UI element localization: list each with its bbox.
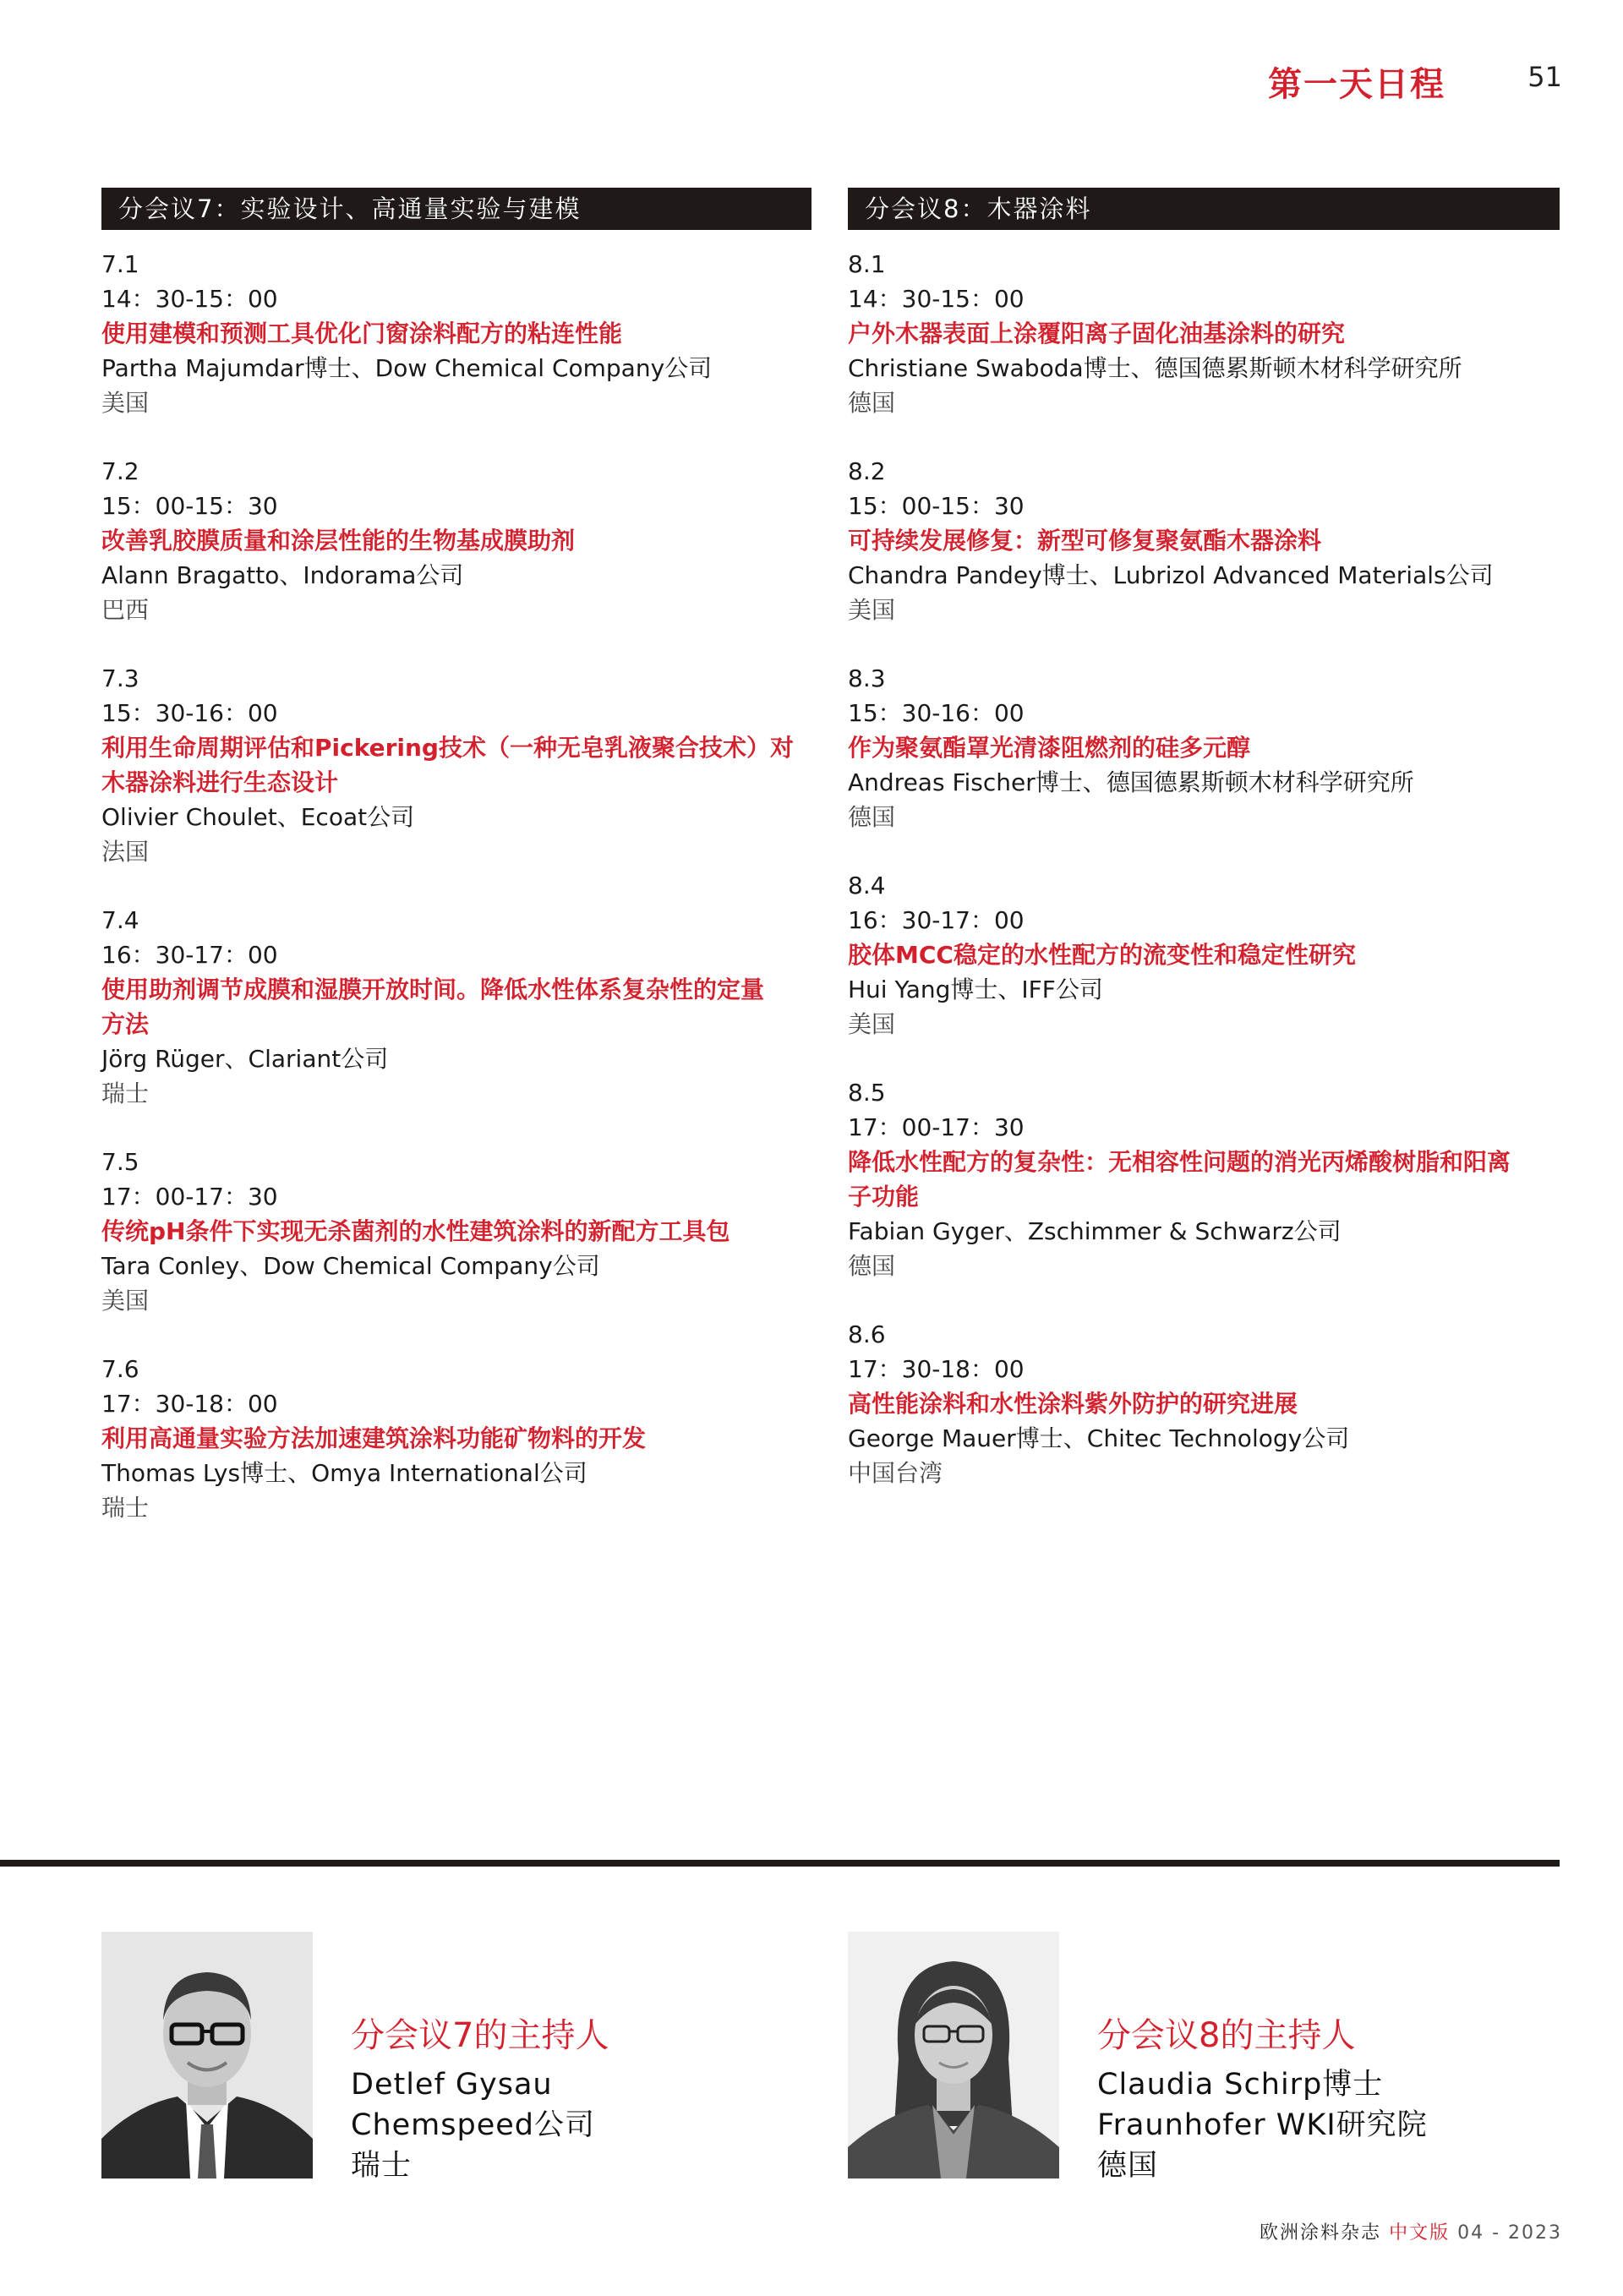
talk-title: 使用建模和预测工具优化门窗涂料配方的粘连性能 [101, 320, 623, 347]
talk-title: 胶体MCC稳定的水性配方的流变性和稳定性研究 [848, 941, 1356, 969]
talk-8-4 [848, 868, 1560, 1041]
talk-7-4 [101, 903, 812, 1111]
talk-country: 瑞士 [101, 1080, 150, 1107]
talk-time: 17：30-18：00 [848, 1355, 1025, 1383]
talk-title-line-2: 方法 [101, 1010, 150, 1038]
moderator-country: 瑞士 [351, 2149, 413, 2183]
moderator-8-photo [848, 1932, 1059, 2178]
talk-speaker: Jörg Rüger、Clariant公司 [101, 1045, 389, 1073]
session-7-column [101, 188, 812, 1559]
page-title: 第一天日程 [1268, 65, 1445, 104]
talk-7-1 [101, 247, 812, 420]
moderator-heading: 分会议7的主持人 [351, 2016, 609, 2055]
talk-country: 美国 [848, 1010, 896, 1038]
talk-country: 美国 [101, 1287, 150, 1315]
magazine-name: 欧洲涂料杂志 [1260, 2222, 1382, 2244]
talk-time: 16：30-17：00 [848, 906, 1025, 934]
talk-8-5 [848, 1075, 1560, 1283]
talk-number: 8.2 [848, 457, 886, 485]
session-8-column [848, 188, 1560, 1524]
talk-time: 15：30-16：00 [101, 699, 278, 727]
talk-title-line-1: 使用助剂调节成膜和湿膜开放时间。降低水性体系复杂性的定量 [101, 976, 765, 1003]
talk-number: 7.1 [101, 250, 139, 278]
talk-title: 可持续发展修复：新型可修复聚氨酯木器涂料 [848, 527, 1322, 555]
talk-number: 7.4 [101, 906, 139, 934]
talk-number: 8.5 [848, 1079, 886, 1107]
session-7-bar: 分会议7：实验设计、高通量实验与建模 [101, 188, 812, 230]
section-divider [0, 1860, 1560, 1867]
moderator-company: Chemspeed公司 [351, 2108, 595, 2142]
talk-country: 美国 [101, 389, 150, 417]
talk-speaker: Christiane Swaboda博士、德国德累斯顿木材科学研究所 [848, 354, 1462, 382]
talk-time: 14：30-15：00 [848, 285, 1025, 313]
talk-country: 德国 [848, 1252, 896, 1280]
talk-number: 7.2 [101, 457, 139, 485]
talk-time: 17：00-17：30 [101, 1183, 278, 1211]
talk-country: 巴西 [101, 596, 150, 624]
talk-time: 14：30-15：00 [101, 285, 278, 313]
talk-speaker: Chandra Pandey博士、Lubrizol Advanced Materials公司 [848, 561, 1494, 589]
talk-7-5 [101, 1145, 812, 1318]
talk-country: 瑞士 [101, 1494, 150, 1522]
session-8-bar: 分会议8：木器涂料 [848, 188, 1560, 230]
talk-8-6 [848, 1317, 1560, 1490]
talk-7-3 [101, 661, 812, 869]
moderator-country: 德国 [1097, 2149, 1159, 2183]
issue-number: 04 - 2023 [1457, 2222, 1562, 2244]
session-7-talks [101, 247, 812, 1525]
talk-speaker: Hui Yang博士、IFF公司 [848, 976, 1103, 1003]
talk-time: 16：30-17：00 [101, 941, 278, 969]
talk-time: 15：00-15：30 [101, 492, 278, 520]
moderator-heading: 分会议8的主持人 [1097, 2016, 1356, 2055]
talk-speaker: Partha Majumdar博士、Dow Chemical Company公司 [101, 354, 713, 382]
talk-country: 德国 [848, 389, 896, 417]
talk-time: 17：30-18：00 [101, 1390, 278, 1418]
talk-speaker: Thomas Lys博士、Omya International公司 [101, 1459, 587, 1487]
talk-speaker: George Mauer博士、Chitec Technology公司 [848, 1424, 1350, 1452]
talk-number: 7.3 [101, 664, 139, 692]
talk-time: 15：30-16：00 [848, 699, 1025, 727]
talk-title: 户外木器表面上涂覆阳离子固化油基涂料的研究 [848, 320, 1346, 347]
talk-8-3 [848, 661, 1560, 834]
talk-speaker: Tara Conley、Dow Chemical Company公司 [101, 1252, 600, 1280]
talk-number: 8.3 [848, 664, 886, 692]
woman-portrait-icon [848, 1932, 1059, 2178]
talk-title: 高性能涂料和水性涂料紫外防护的研究进展 [848, 1390, 1298, 1418]
edition-label: 中文版 [1389, 2222, 1451, 2244]
talk-7-6 [101, 1352, 812, 1525]
moderator-name: Detlef Gysau [351, 2068, 553, 2102]
moderator-7-info [351, 2012, 824, 2186]
talk-title-line-2: 木器涂料进行生态设计 [101, 768, 339, 796]
talk-8-2 [848, 454, 1560, 627]
moderator-7-photo [101, 1932, 313, 2178]
talk-title-line-2: 子功能 [848, 1183, 920, 1211]
footer-brand [1260, 2218, 1562, 2244]
moderator-name: Claudia Schirp博士 [1097, 2068, 1384, 2102]
talk-country: 德国 [848, 803, 896, 831]
talk-8-1 [848, 247, 1560, 420]
talk-country: 中国台湾 [848, 1459, 943, 1487]
talk-speaker: Andreas Fischer博士、德国德累斯顿木材科学研究所 [848, 768, 1414, 796]
talk-number: 7.5 [101, 1148, 139, 1176]
talk-7-2 [101, 454, 812, 627]
talk-time: 17：00-17：30 [848, 1113, 1025, 1141]
session-8-talks [848, 247, 1560, 1490]
talk-country: 美国 [848, 596, 896, 624]
moderator-company: Fraunhofer WKI研究院 [1097, 2108, 1428, 2142]
talk-number: 8.6 [848, 1320, 886, 1348]
talk-title-line-1: 降低水性配方的复杂性：无相容性问题的消光丙烯酸树脂和阳离 [848, 1148, 1511, 1176]
talk-number: 7.6 [101, 1355, 139, 1383]
talk-title: 利用高通量实验方法加速建筑涂料功能矿物料的开发 [101, 1424, 647, 1452]
talk-title: 改善乳胶膜质量和涂层性能的生物基成膜助剂 [101, 527, 576, 555]
talk-speaker: Alann Bragatto、Indorama公司 [101, 561, 464, 589]
talk-speaker: Fabian Gyger、Zschimmer & Schwarz公司 [848, 1217, 1342, 1245]
talk-speaker: Olivier Choulet、Ecoat公司 [101, 803, 415, 831]
talk-number: 8.1 [848, 250, 886, 278]
talk-time: 15：00-15：30 [848, 492, 1025, 520]
talk-country: 法国 [101, 838, 150, 866]
talk-title: 作为聚氨酯罩光清漆阻燃剂的硅多元醇 [848, 734, 1251, 762]
page-number: 51 [1527, 61, 1562, 93]
moderator-8-info [1097, 2012, 1571, 2186]
talk-title-line-1: 利用生命周期评估和Pickering技术（一种无皂乳液聚合技术）对 [101, 734, 794, 762]
man-portrait-icon [101, 1932, 313, 2178]
talk-title: 传统pH条件下实现无杀菌剂的水性建筑涂料的新配方工具包 [101, 1217, 730, 1245]
talk-number: 8.4 [848, 872, 886, 899]
